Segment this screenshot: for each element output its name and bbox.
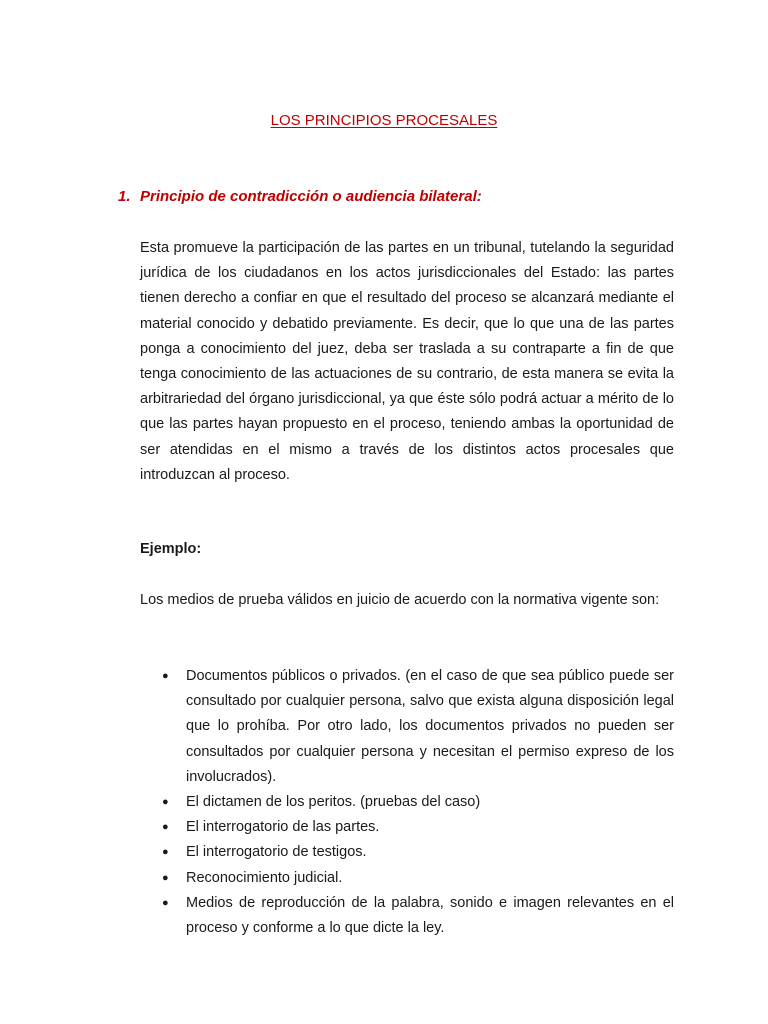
section-heading bbox=[118, 188, 678, 206]
section-heading-text: Principio de contradicción o audiencia bilateral: bbox=[140, 188, 482, 205]
list-item-text: El dictamen de los peritos. (pruebas del caso) bbox=[186, 794, 481, 811]
evidence-list bbox=[140, 664, 674, 941]
list-item bbox=[140, 664, 674, 790]
list-item-text: El interrogatorio de las partes. bbox=[186, 819, 380, 836]
list-item-text: Medios de reproducción de la palabra, sonido e imagen relevantes en el proceso y conforme a lo que dicte la ley. bbox=[186, 894, 674, 937]
list-item bbox=[140, 866, 674, 891]
paragraph-principle-description: Esta promueve la participación de las partes en un tribunal, tutelando la seguridad jurídica de los ciudadanos en los actos jurisdiccionales del Estado: las partes tienen derecho a confiar en que el resultado del proceso se alcanzará mediante el material conocido y debatido previamente. Es decir, que lo que una de las partes ponga a conocimiento del juez, deba ser traslada a su contraparte a fin de que tenga conocimiento de las actuaciones de su contrario, de esta manera se evita la arbitrariedad del órgano jurisdiccional, ya que éste sólo podrá actuar a mérito de lo que las partes hayan propuesto en el proceso, teniendo ambas la oportunidad de ser atendidas en el mismo a través de los distintos actos procesales que introduzcan al proceso. bbox=[140, 240, 674, 483]
section-number: 1. bbox=[118, 188, 131, 205]
list-item bbox=[140, 891, 674, 941]
example-label: Ejemplo: bbox=[140, 541, 202, 557]
list-item-text: El interrogatorio de testigos. bbox=[186, 844, 367, 861]
bullet-icon: ● bbox=[162, 871, 169, 884]
bullet-icon: ● bbox=[162, 846, 169, 859]
list-item bbox=[140, 815, 674, 840]
document-title: LOS PRINCIPIOS PROCESALES bbox=[270, 112, 498, 129]
paragraph-evidence-intro: Los medios de prueba válidos en juicio de acuerdo con la normativa vigente son: bbox=[140, 592, 660, 608]
bullet-icon: ● bbox=[162, 670, 169, 682]
bullet-icon: ● bbox=[162, 896, 169, 909]
list-item-text: Reconocimiento judicial. bbox=[186, 869, 343, 886]
bullet-icon: ● bbox=[162, 796, 169, 809]
bullet-icon: ● bbox=[162, 821, 169, 834]
list-item bbox=[140, 790, 674, 815]
list-item bbox=[140, 840, 674, 865]
list-item-text: Documentos públicos o privados. (en el caso de que sea público puede ser consultado por cualquier persona, salvo que exista alguna disposición legal que lo prohíba. Por otro lado, los documentos privados no pueden ser consultados por cualquier persona y necesitan el permiso expreso de los involucrados). bbox=[186, 668, 674, 785]
